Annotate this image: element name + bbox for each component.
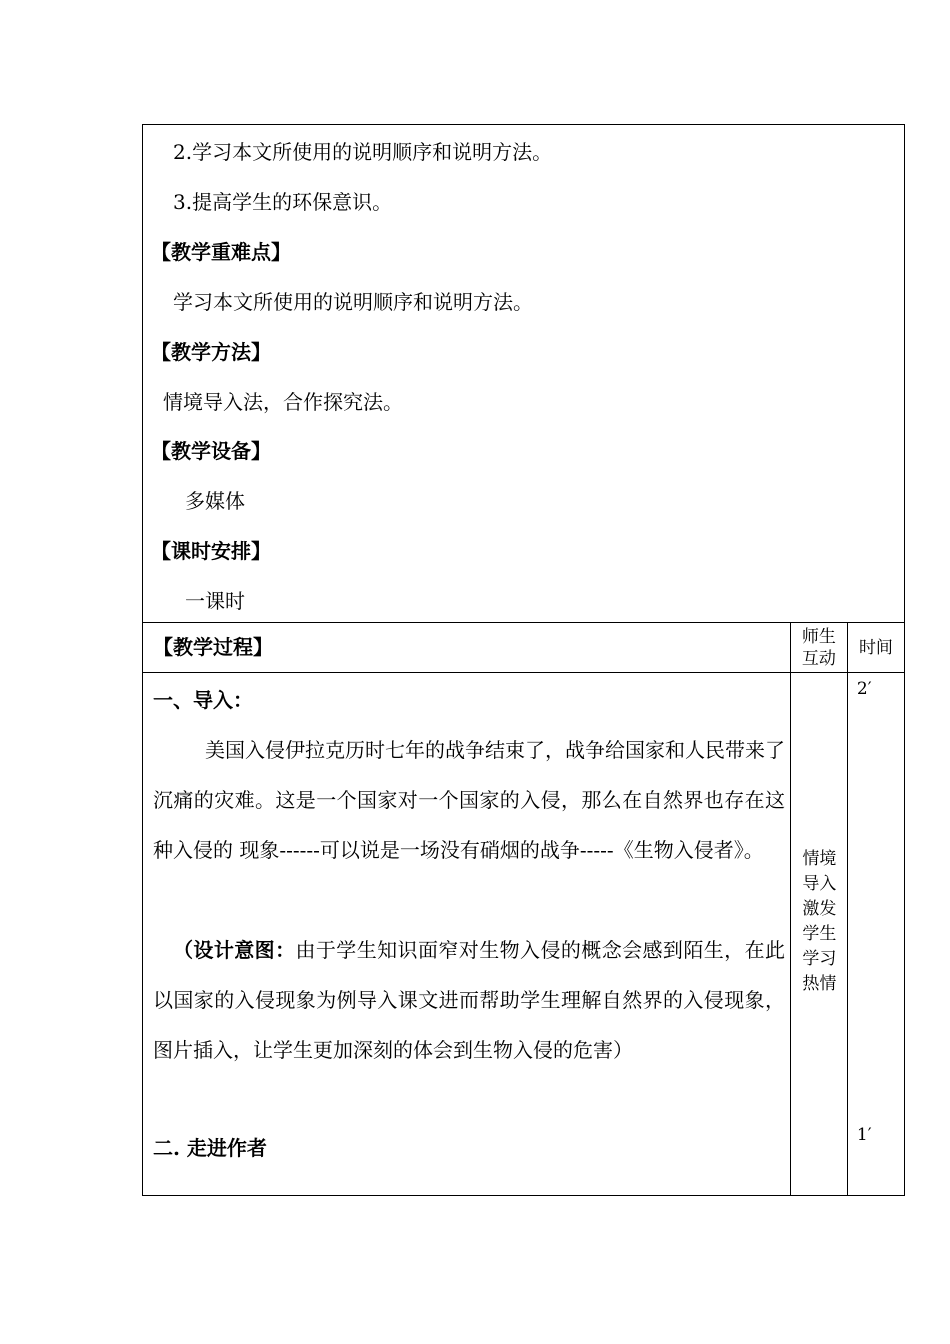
section1-interaction	[791, 847, 848, 997]
equipment-text: 多媒体	[185, 489, 245, 513]
interaction-column-header	[790, 623, 847, 673]
key-points-heading: 【教学重难点】	[151, 240, 291, 264]
methods-heading: 【教学方法】	[151, 340, 271, 364]
objective-item-2: 2.学习本文所使用的说明顺序和说明方法。	[173, 140, 553, 164]
lesson-plan-table	[142, 124, 905, 1196]
design-intent-label: （设计意图：	[173, 938, 296, 962]
time-column-header: 时间	[847, 623, 904, 673]
key-points-text: 学习本文所使用的说明顺序和说明方法。	[173, 290, 533, 314]
section1-heading: 一、导入：	[153, 688, 253, 712]
process-heading: 【教学过程】	[143, 623, 791, 673]
section1-time: 2′	[856, 679, 872, 699]
interaction-cell	[790, 673, 847, 1196]
time-cell	[847, 673, 904, 1196]
section1-interaction-text: 情境导入激发学生学习热情	[802, 849, 837, 994]
objectives-cell	[143, 125, 905, 623]
schedule-text: 一课时	[185, 589, 245, 613]
section2-heading: 二. 走进作者	[153, 1136, 267, 1160]
interaction-header-text: 师生互动	[801, 626, 836, 669]
methods-text: 情境导入法，合作探究法。	[163, 390, 403, 414]
equipment-heading: 【教学设备】	[151, 439, 271, 463]
design-intent-paragraph	[153, 925, 785, 1075]
section1-paragraph: 美国入侵伊拉克历时七年的战争结束了，战争给国家和人民带来了沉痛的灾难。这是一个国家对一个国家的入侵，那么在自然界也存在这种入侵的 现象------可以说是一场没有硝烟的战争-----《生物入侵者》。	[153, 738, 785, 862]
objective-item-3: 3.提高学生的环保意识。	[173, 190, 393, 214]
design-intent-text: 由于学生知识面窄对生物入侵的概念会感到陌生，在此以国家的入侵现象为例导入课文进而帮助学生理解自然界的入侵现象，图片插入，让学生更加深刻的体会到生物入侵的危害）	[153, 938, 786, 1062]
section2-time: 1′	[856, 1125, 872, 1145]
process-content-cell	[143, 673, 791, 1196]
schedule-heading: 【课时安排】	[151, 539, 271, 563]
